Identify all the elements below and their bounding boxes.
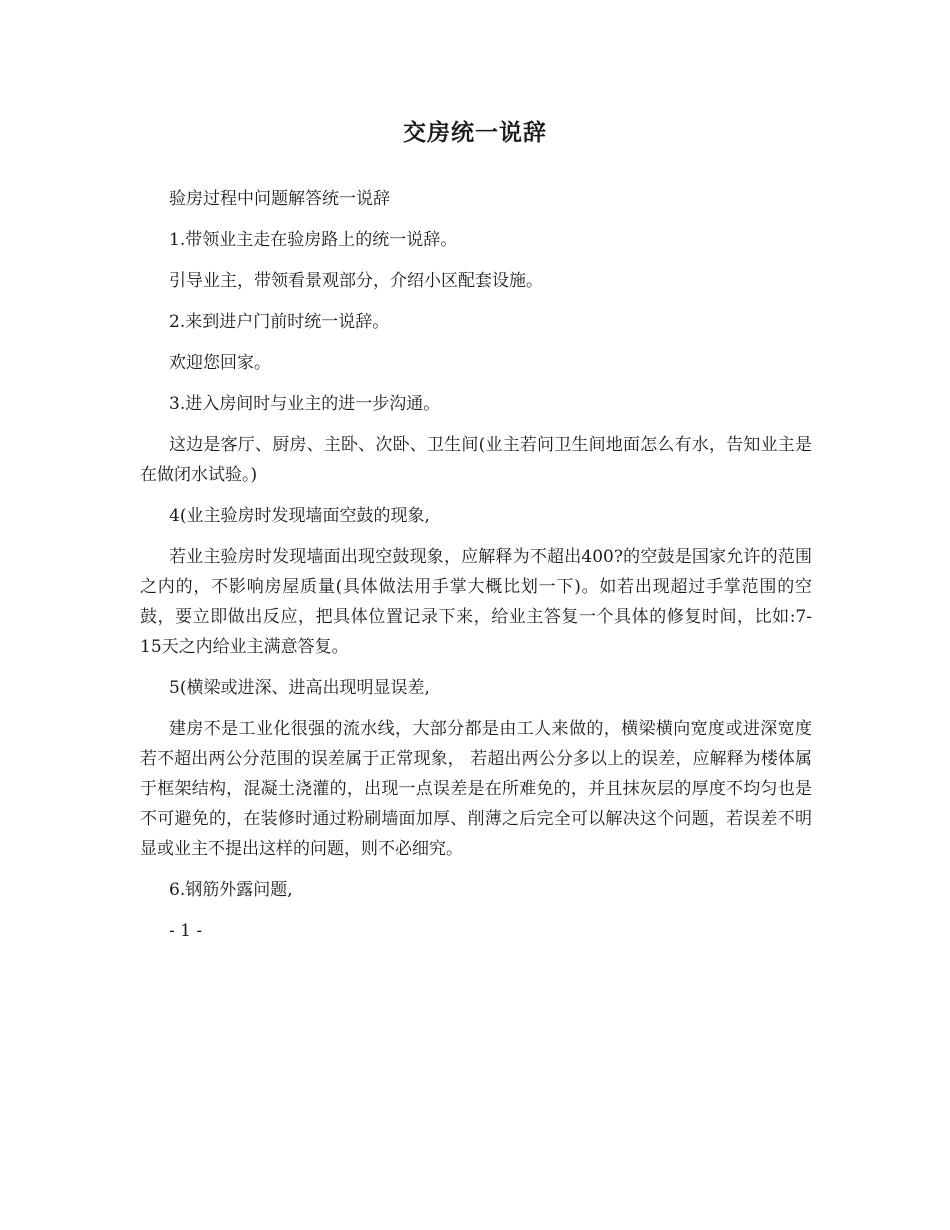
- paragraph-item-5-heading: 5(横梁或进深、进高出现明显误差,: [169, 678, 430, 698]
- paragraph-item-3-body: 这边是客厅、厨房、主卧、次卧、卫生间(业主若问卫生间地面怎么有水，告知业主是在做闭水试验。): [140, 435, 812, 485]
- document-title: 交房统一说辞: [403, 119, 547, 146]
- document-body: [140, 184, 812, 957]
- paragraph-item-2-heading: 2.来到进户门前时统一说辞。: [169, 312, 390, 332]
- paragraph-item-4-body: 若业主验房时发现墙面出现空鼓现象，应解释为不超出400?的空鼓是国家允许的范围之内的，不影响房屋质量(具体做法用手掌大概比划一下)。如若出现超过手掌范围的空鼓，要立即做出反应，把具体位置记录下来，给业主答复一个具体的修复时间，比如:7-15天之内给业主满意答复。: [140, 547, 812, 657]
- paragraph-item-5-body: 建房不是工业化很强的流水线，大部分都是由工人来做的，横梁横向宽度或进深宽度若不超出两公分范围的误差属于正常现象， 若超出两公分多以上的误差，应解释为楼体属于框架结构，混凝土浇灌的，出现一点误差是在所难免的，并且抹灰层的厚度不均匀也是不可避免的，在装修时通过粉刷墙面加厚、削薄之后完全可以解决这个问题，若误差不明显或业主不提出这样的问题，则不必细究。: [140, 719, 812, 859]
- paragraph-item-6-heading: 6.钢筋外露问题,: [169, 880, 293, 900]
- paragraph-intro: 验房过程中问题解答统一说辞: [169, 189, 390, 209]
- paragraph-item-1-body: 引导业主，带领看景观部分，介绍小区配套设施。: [169, 271, 543, 291]
- paragraph-item-4-heading: 4(业主验房时发现墙面空鼓的现象,: [169, 506, 430, 526]
- paragraph-item-3-heading: 3.进入房间时与业主的进一步沟通。: [169, 394, 441, 414]
- page-number: - 1 -: [169, 921, 203, 941]
- paragraph-item-2-body: 欢迎您回家。: [169, 353, 271, 373]
- paragraph-item-1-heading: 1.带领业主走在验房路上的统一说辞。: [169, 230, 458, 250]
